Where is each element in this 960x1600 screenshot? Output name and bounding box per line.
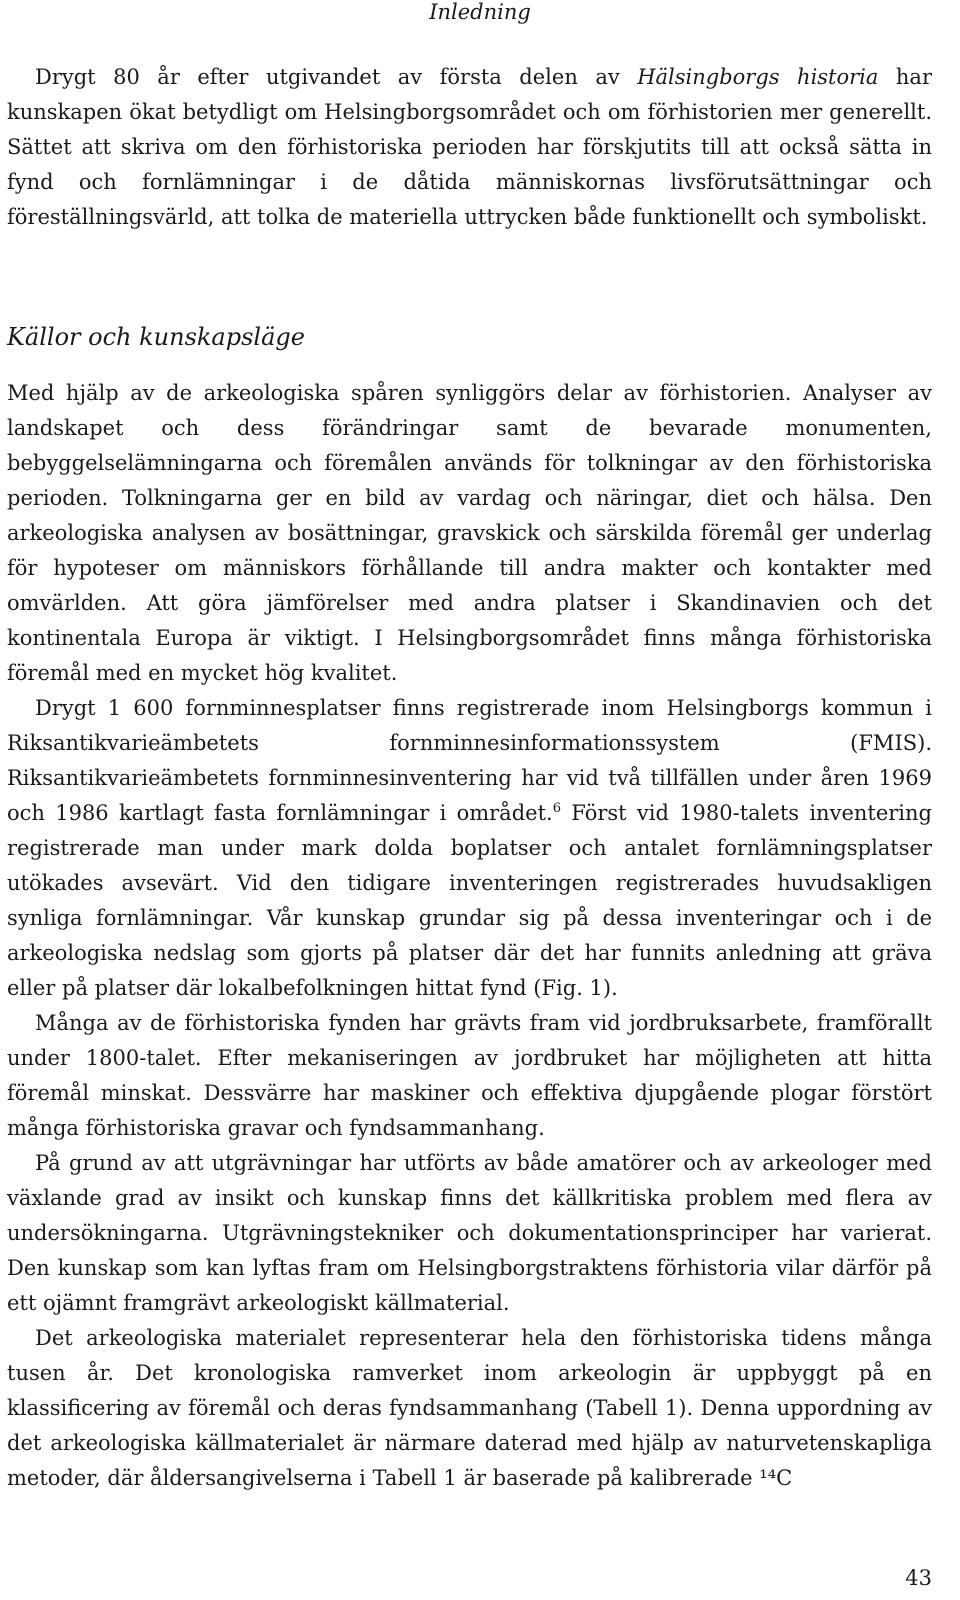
section-heading: Källor och kunskapsläge: [7, 323, 305, 351]
paragraph-1: Med hjälp av de arkeologiska spåren synliggörs delar av förhistorien. Analyser av landskapet och dess förändringar samt de bevarade monumenten, bebyggelselämningarna och föremålen används för tolkningar av den förhistoriska perioden. Tolkningarna ger en bild av vardag och näringar, diet och hälsa. Den arkeologiska analysen av bosättningar, gravskick och särskilda föremål ger underlag för hypoteser om människors förhållande till andra makter och kontakter med omvärlden. Att göra jämförelser med andra platser i Skandinavien och det kontinentala Europa är viktigt. I Helsingborgsområdet finns många förhistoriska föremål med en mycket hög kvalitet.: [7, 381, 932, 685]
paragraph-2-part-2: Först vid 1980-talets inventering registrerade man under mark dolda boplatser och antalet fornlämningsplatser utökades avsevärt. Vid den tidigare inventeringen registrerades huvudsakligen synliga fornlämningar. Vår kunskap grundar sig på dessa inventeringar och i de arkeologiska nedslag som gjorts på platser där det har funnits anledning att gräva eller på platser där lokalbefolkningen hittat fynd (Fig. 1).: [7, 801, 932, 1000]
book-title: Hälsingborgs historia: [637, 65, 879, 89]
section-body: [7, 376, 932, 1496]
intro-text-before-title: Drygt 80 år efter utgivandet av första delen av: [35, 65, 638, 89]
intro-paragraph: [7, 60, 932, 235]
paragraph-2: [7, 691, 932, 1006]
page-number: 43: [905, 1566, 932, 1590]
footnote-reference[interactable]: 6: [552, 801, 561, 816]
running-head: Inledning: [429, 0, 531, 24]
paragraph-2-part-1: Drygt 1 600 fornminnesplatser finns registrerade inom Helsingborgs kommun i Riksantikvarieämbetets fornminnesinformationssystem (FMIS). Riksantikvarieämbetets fornminnesinventering har vid två tillfällen under åren 1969 och 1986 kartlagt fasta fornlämningar i området.: [7, 696, 932, 825]
paragraph-4: På grund av att utgrävningar har utförts av både amatörer och av arkeologer med växlande grad av insikt och kunskap finns det källkritiska problem med flera av undersökningarna. Utgrävningstekniker och dokumentationsprinciper har varierat. Den kunskap som kan lyftas fram om Helsingborgstraktens förhistoria vilar därför på ett ojämnt framgrävt arkeologiskt källmaterial.: [7, 1151, 932, 1315]
intro-text-after-title: har kunskapen ökat betydligt om Helsingborgsområdet och om förhistorien mer generellt. Sättet att skriva om den förhistoriska perioden har förskjutits till att också sätta in fynd och fornlämningar i de dåtida människornas livsförutsättningar och föreställningsvärld, att tolka de materiella uttrycken både funktionellt och symboliskt.: [7, 65, 932, 229]
intro-text: [7, 60, 932, 235]
paragraph-3: Många av de förhistoriska fynden har grävts fram vid jordbruksarbete, framförallt under 1800-talet. Efter mekaniseringen av jordbruket har möjligheten att hitta föremål minskat. Dessvärre har maskiner och effektiva djupgående plogar förstört många förhistoriska gravar och fyndsammanhang.: [7, 1011, 932, 1140]
paragraph-5: Det arkeologiska materialet representerar hela den förhistoriska tidens många tusen år. Det kronologiska ramverket inom arkeologin är uppbyggt på en klassificering av föremål och deras fyndsammanhang (Tabell 1). Denna uppordning av det arkeologiska källmaterialet är närmare daterad med hjälp av naturvetenskapliga metoder, där åldersangivelserna i Tabell 1 är baserade på kalibrerade ¹⁴C: [7, 1326, 932, 1490]
